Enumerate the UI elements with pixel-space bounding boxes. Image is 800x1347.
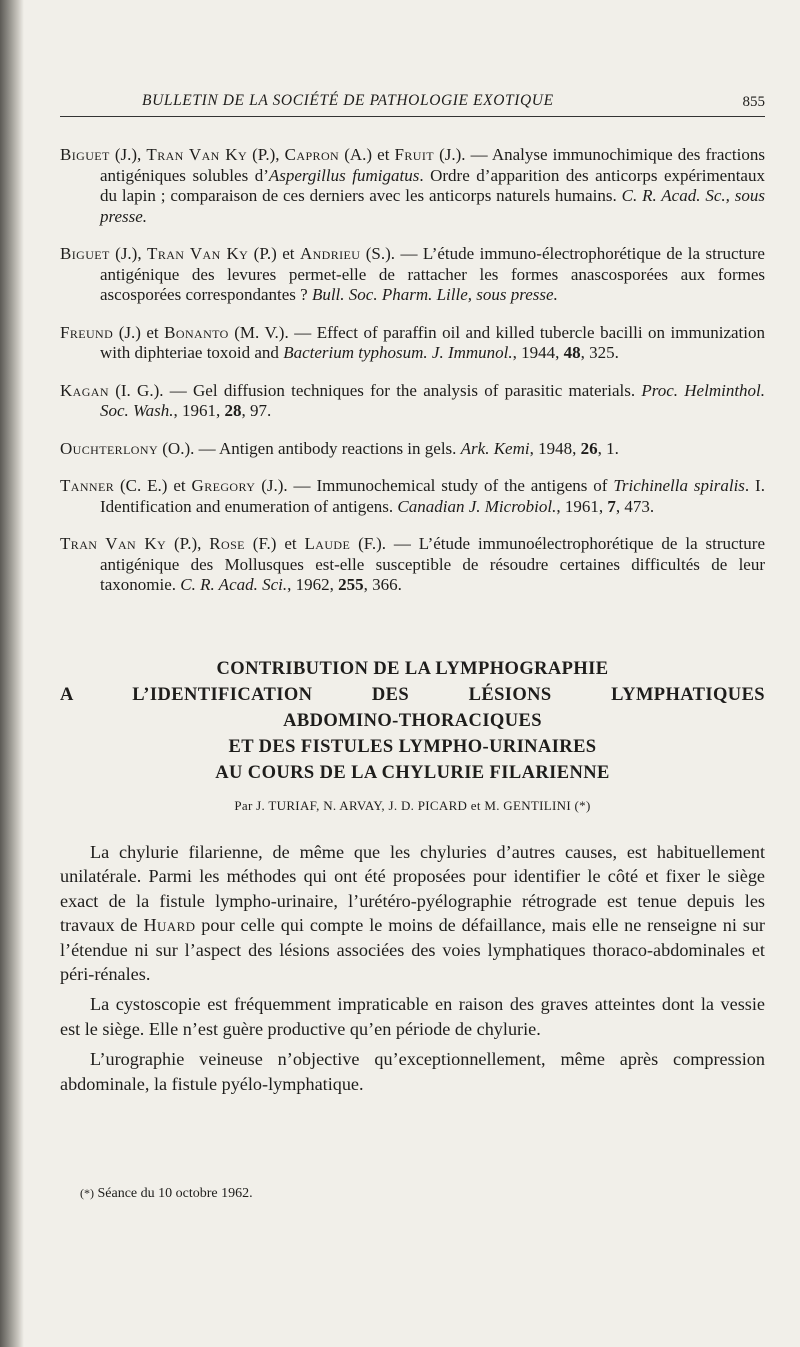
reference-text: Effect of paraffin oil and killed tubercle bacilli on immunization with diphteriae toxoid and (100, 322, 765, 362)
organism-name: Aspergillus fumigatus (268, 165, 420, 185)
author-name: Andrieu (299, 244, 361, 263)
reference-item (60, 323, 765, 364)
reference-text: Immunochemical study of the antigens of (316, 476, 614, 495)
author-name: Capron (284, 145, 340, 164)
author-name: Biguet (60, 145, 110, 164)
reference-item (60, 534, 765, 596)
reference-text: Analyse immunochimique des fractions antigéniques solubles d’ (100, 145, 765, 185)
reference-volume: 28 (224, 401, 242, 420)
cited-author-name: Huard (143, 915, 196, 936)
article-title-line: A L’IDENTIFICATION DES LÉSIONS LYMPHATIQUES (60, 685, 765, 705)
author-initials: (F.) et (244, 534, 305, 553)
author-name: Laude (304, 534, 351, 553)
reference-text: L’étude immunoélectrophorétique de la structure antigénique des Mollusques est-elle susceptible de résoudre certaines difficultés de leur taxonomie. (100, 534, 765, 594)
reference-source: Canadian J. Microbiol. (397, 496, 557, 516)
reference-pages: , 325. (580, 343, 619, 362)
article-byline: Par J. TURIAF, N. ARVAY, J. D. PICARD et M. GENTILINI (*) (234, 798, 591, 813)
author-name: Freund (60, 322, 114, 342)
author-initials: (A.) et (339, 145, 395, 164)
author-name: Gregory (191, 476, 256, 495)
reference-list (60, 128, 765, 597)
reference-source: . J. Immunol. (423, 343, 513, 362)
reference-item (60, 244, 765, 306)
organism-name: Trichinella spiralis (613, 476, 745, 495)
body-paragraph: L’urographie veineuse n’objective qu’exceptionnellement, même après compression abdominale, la fistule pyélo-lymphatique. (60, 1049, 765, 1094)
author-initials: (P.), (166, 534, 210, 553)
article-title (60, 656, 765, 786)
reference-volume: 255 (338, 575, 364, 594)
reference-text: Antigen antibody reactions in gels. (218, 438, 461, 458)
author-name: Tran Van Ky (147, 244, 249, 263)
journal-page (60, 0, 765, 1347)
page-number: 855 (742, 94, 765, 110)
author-initials: (S.). — (360, 244, 423, 263)
reference-year: , 1961, (556, 496, 608, 516)
author-initials: (P.) et (248, 244, 300, 263)
reference-volume: 26 (580, 438, 598, 458)
author-initials: (P.), (247, 145, 285, 164)
reference-source: C. R. Acad. Sci. (180, 575, 288, 594)
reference-source: Proc. Helminthol. Soc. Wash. (100, 380, 766, 420)
author-name: Ouchterlony (60, 438, 159, 458)
author-name: Rose (209, 534, 245, 553)
reference-text: L’étude immuno-électrophorétique de la structure antigénique des levures permet-elle de rattacher les formes anascosporées aux formes ascosporées correspondantes ? (100, 244, 765, 304)
reference-source: Bull. Soc. Pharm. Lille, sous presse. (311, 285, 558, 304)
footnote-text: Séance du 10 octobre 1962. (94, 1186, 253, 1201)
reference-year: , 1944, (512, 343, 564, 362)
article-title-line: ABDOMINO-THORACIQUES (283, 711, 542, 731)
running-head (60, 92, 765, 117)
author-initials: (I. G.). — (108, 380, 194, 400)
organism-name: Bacterium typhosum (283, 343, 424, 362)
author-initials: (O.). — (158, 438, 219, 458)
body-paragraph: La cystoscopie est fréquemment impraticable en raison des graves atteintes dont la vessie est le siège. Elle n’est guère productive qu’en période de chylurie. (60, 994, 765, 1039)
author-name: Kagan (60, 380, 109, 400)
reference-text: Gel diffusion techniques for the analysis of parasitic materials. (193, 380, 642, 400)
article-title-line: AU COURS DE LA CHYLURIE FILARIENNE (215, 763, 610, 783)
article-title-line: CONTRIBUTION DE LA LYMPHOGRAPHIE (216, 659, 609, 679)
reference-pages: , 366. (363, 575, 402, 594)
author-name: Tanner (60, 476, 115, 495)
paragraph-text: pour celle qui compte le moins de défaillance, mais elle ne renseigne ni sur l’étendue ni sur l’aspect des lésions associées des voies lymphatiques thoraco-abdominales et péri-rénales. (60, 915, 765, 985)
reference-pages: , 97. (241, 401, 272, 420)
reference-year: , 1948, (529, 438, 581, 458)
author-initials: (J.), (109, 145, 147, 164)
reference-source: C. R. Acad. Sc., sous presse. (100, 186, 765, 226)
footnote (80, 1186, 253, 1202)
reference-item (60, 145, 765, 227)
author-initials: (M. V.). — (228, 322, 317, 342)
author-initials: (F.). — (350, 534, 419, 553)
reference-pages: , 1. (597, 438, 619, 458)
reference-pages: , 473. (615, 496, 655, 516)
reference-year: , 1962, (287, 575, 339, 594)
reference-item (60, 439, 765, 460)
body-paragraph (60, 840, 765, 986)
reference-year: , 1961, (173, 401, 225, 420)
author-name: Bonanto (164, 322, 229, 342)
author-name: Fruit (394, 145, 434, 164)
reference-volume: 7 (607, 496, 616, 516)
author-initials: (J.). — (434, 145, 492, 164)
author-name: Tran Van Ky (60, 534, 167, 553)
reference-source: Ark. Kemi (460, 438, 530, 458)
author-initials: (J.), (109, 244, 148, 263)
paragraph-text: La chylurie filarienne, de même que les chyluries d’autres causes, est habituellement unilatérale. Parmi les méthodes qui ont été proposées pour identifier le côté et fixer le siège exact de la fistule lympho-urinaire, l’urétéro-pyélographie rétrograde est tenue depuis les travaux de (60, 842, 765, 936)
reference-item (60, 476, 765, 517)
author-initials: (J.). — (255, 476, 317, 495)
article-title-line: ET DES FISTULES LYMPHO-URINAIRES (228, 737, 597, 757)
author-name: Tran Van Ky (146, 145, 248, 164)
article-body (60, 840, 765, 1102)
author-name: Biguet (60, 244, 110, 263)
running-title: BULLETIN DE LA SOCIÉTÉ DE PATHOLOGIE EXOTIQUE (142, 92, 554, 109)
author-initials: (J.) et (113, 322, 165, 342)
reference-item (60, 381, 765, 422)
book-binding-shadow (0, 0, 24, 1347)
reference-text: . I. Identification and enumeration of antigens. (100, 476, 765, 516)
author-initials: (C. E.) et (114, 476, 192, 495)
reference-volume: 48 (563, 343, 581, 362)
reference-text: . Ordre d’apparition des anticorps expérimentaux du lapin ; comparaison de ces derniers avec les anticorps naturels humains. (100, 165, 765, 205)
footnote-mark: (*) (80, 1186, 94, 1200)
